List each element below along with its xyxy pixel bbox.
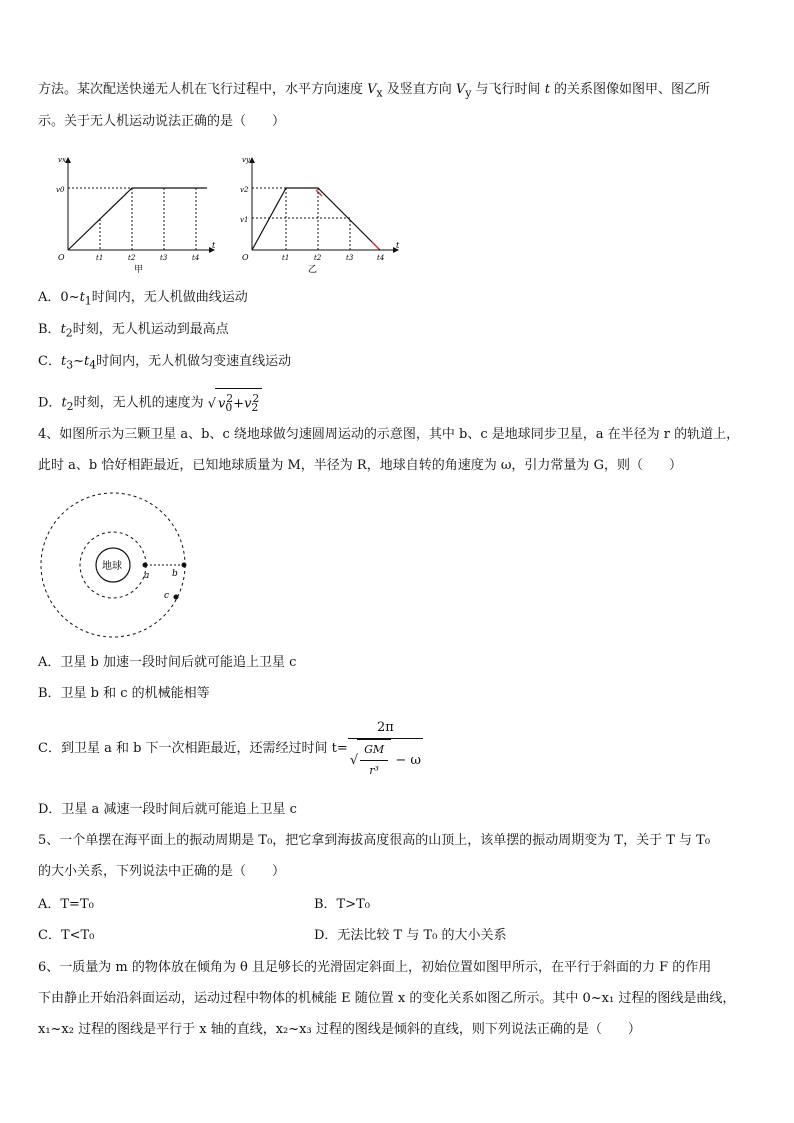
graph-yi-caption: 乙 <box>308 265 318 275</box>
satellite-a <box>143 563 148 568</box>
q5-option-c[interactable]: C．T<T₀ <box>38 928 95 943</box>
q4-minus-omega: − ω <box>395 752 421 768</box>
graph-yi-y-label: vy <box>242 156 250 164</box>
q3-option-c[interactable] <box>38 352 291 376</box>
q3-option-c-t2: t <box>83 354 90 369</box>
graph-jia-origin: O <box>58 253 65 262</box>
graph-jia <box>52 150 222 275</box>
q3-option-b-label: B． <box>38 322 61 337</box>
q3-intro-text-2: 及竖直方向 <box>382 82 456 97</box>
vy-subscript: y <box>465 86 472 100</box>
q3-option-a-range: 0~ <box>60 290 80 305</box>
q3-option-c-sub2: 4 <box>89 358 97 372</box>
graph-jia-caption: 甲 <box>134 265 144 275</box>
q5-stem-line2: 的大小关系，下列说法中正确的是（ ） <box>38 864 286 879</box>
q3-option-c-text: 时间内，无人机做匀变速直线运动 <box>96 354 292 369</box>
q4-option-a[interactable]: A．卫星 b 加速一段时间后就可能追上卫星 c <box>38 655 297 670</box>
q3-option-b-sub: 2 <box>65 326 73 340</box>
q4-option-d[interactable]: D．卫星 a 减速一段时间后就可能追上卫星 c <box>38 802 297 817</box>
graph-yi-t3: t3 <box>346 254 354 262</box>
graph-yi-line <box>252 188 380 250</box>
q3-option-c-tilde: ~ <box>73 354 84 369</box>
q5-option-b[interactable]: B．T>T₀ <box>314 897 370 912</box>
q5-option-d[interactable]: D．无法比较 T 与 T₀ 的大小关系 <box>314 928 507 943</box>
q6-stem-line1: 6、一质量为 m 的物体放在倾角为 θ 且足够长的光滑固定斜面上，初始位置如图甲所示，在平行于斜面的力 F 的作用 <box>38 960 712 975</box>
graph-yi-red-mark-2 <box>372 242 379 249</box>
q3-option-c-label: C． <box>38 354 61 369</box>
q4-stem-line1: 4、如图所示为三颗卫星 a、b、c 绕地球做匀速圆周运动的示意图，其中 b、c 是地球同步卫星，a 在半径为 r 的轨道上， <box>38 427 740 442</box>
q3-option-d-text: 时刻，无人机的速度为 <box>73 395 204 411</box>
q4-fraction-denominator: √ $\frac{GM}{\text{r³}}$ − ω <box>348 739 423 781</box>
q3-option-d-t: t <box>61 395 67 411</box>
q4-option-c-fraction <box>348 718 423 781</box>
graph-jia-y-tick-v0: v0 <box>56 186 65 194</box>
vx-subscript: x <box>376 86 383 100</box>
graph-jia-x-label: t <box>212 241 216 250</box>
graph-jia-line <box>68 188 207 250</box>
t-symbol: t <box>544 82 550 97</box>
graph-jia-t3: t3 <box>160 254 168 262</box>
q6-stem-line3: x₁~x₂ 过程的图线是平行于 x 轴的直线，x₂~x₃ 过程的图线是倾斜的直线，则下列说法正确的是（ ） <box>38 1022 641 1037</box>
graph-jia-t1: t1 <box>96 254 104 262</box>
q3-option-d-formula: √ $v_0^2+v_2^2$ <box>208 388 262 418</box>
graph-yi-t1: t1 <box>282 254 290 262</box>
q5-stem-line1: 5、一个单摆在海平面上的振动周期是 T₀，把它拿到海拔高度很高的山顶上，该单摆的振动周期变为 T，关于 T 与 T₀ <box>38 833 711 848</box>
satellite-b-label: b <box>172 569 178 579</box>
q4-root-numerator: GM <box>360 740 388 761</box>
orbit-diagram <box>38 490 198 640</box>
q6-stem-line2: 下由静止开始沿斜面运动，运动过程中物体的机械能 E 随位置 x 的变化关系如图乙所示。其中 0~x₁ 过程的图线是曲线， <box>38 991 736 1006</box>
q3-option-d-label: D． <box>38 395 62 411</box>
q3-option-a-t: t <box>79 290 85 305</box>
graph-yi-t4: t4 <box>377 254 385 262</box>
graph-yi <box>234 150 404 275</box>
q3-option-d-sub: 2 <box>66 400 74 414</box>
graph-jia-t4: t4 <box>192 254 200 262</box>
graph-yi-origin: O <box>242 253 249 262</box>
q3-option-b-t: t <box>60 322 66 337</box>
earth-label: 地球 <box>102 561 122 572</box>
q3-option-a-sub: 1 <box>84 294 92 308</box>
q3-option-a-text: 时间内，无人机做曲线运动 <box>91 290 248 305</box>
q5-option-a[interactable]: A．T=T₀ <box>38 897 94 912</box>
q4-stem-line2: 此时 a、b 恰好相距最近，已知地球质量为 M，半径为 R，地球自转的角速度为 ω，引力常量为 G，则（ ） <box>38 458 682 473</box>
q4-root-denominator: r³ <box>369 763 379 777</box>
q3-option-a[interactable] <box>38 288 248 312</box>
graph-yi-x-label: t <box>396 241 400 250</box>
graph-yi-y-tick-v1: v1 <box>240 216 249 224</box>
q4-option-c-text: C．到卫星 a 和 b 下一次相距最近，还需经过时间 t= <box>38 741 348 756</box>
satellite-b <box>182 563 187 568</box>
q3-option-b[interactable] <box>38 320 229 344</box>
graph-jia-t2: t2 <box>128 254 136 262</box>
q4-fraction-numerator: 2π <box>348 718 423 739</box>
q3-option-c-sub: 3 <box>66 358 74 372</box>
q4-option-b[interactable]: B．卫星 b 和 c 的机械能相等 <box>38 686 210 701</box>
q3-option-d[interactable] <box>38 388 262 418</box>
satellite-a-label: a <box>144 571 150 581</box>
q3-option-a-label: A． <box>38 290 61 305</box>
satellite-c <box>174 595 179 600</box>
q3-option-b-text: 时刻，无人机运动到最高点 <box>72 322 229 337</box>
vx-symbol: V <box>367 82 377 97</box>
graph-yi-y-tick-v2: v2 <box>240 186 249 194</box>
graph-yi-t2: t2 <box>314 254 322 262</box>
graph-jia-y-label: vx <box>58 156 66 164</box>
q4-option-c[interactable] <box>38 720 423 778</box>
q3-intro-text-4: 的关系图像如图甲、图乙所 <box>549 82 711 97</box>
q3-intro-text-1: 方法。某次配送快递无人机在飞行过程中，水平方向速度 <box>38 82 368 97</box>
satellite-c-label: c <box>164 591 170 601</box>
vy-symbol: V <box>455 82 466 97</box>
q3-option-c-t: t <box>60 354 67 369</box>
q3-intro-line1 <box>38 80 710 104</box>
q3-intro-line2: 示。关于无人机运动说法正确的是（ ） <box>38 114 286 129</box>
q3-intro-text-3: 与飞行时间 <box>471 82 545 97</box>
